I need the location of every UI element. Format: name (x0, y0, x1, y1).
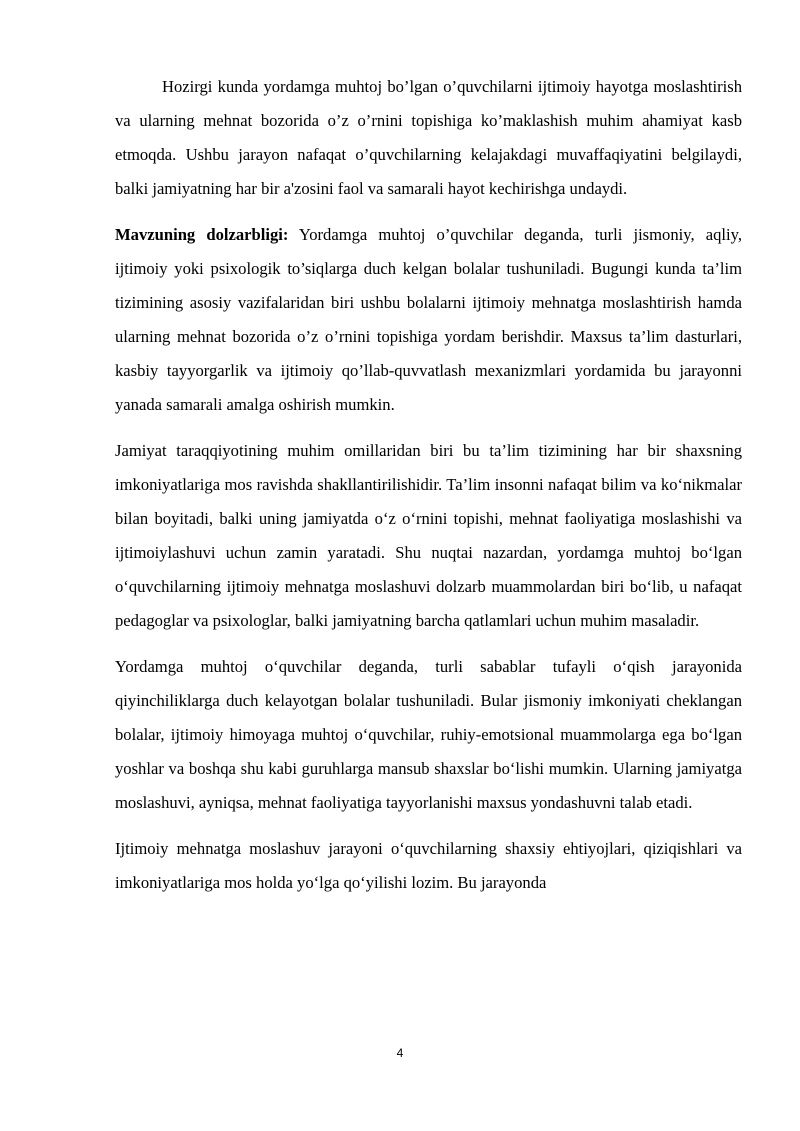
paragraph-text: Yordamga muhtoj o‘quvchilar deganda, turli sabablar tufayli o‘qish jarayonida qiyinchiliklarga duch kelayotgan bolalar tushuniladi. Bular jismoniy imkoniyati cheklangan bolalar, ijtimoiy himoyaga muhtoj o‘quvchilar, ruhiy-emotsional muammolarga ega bo‘lgan yoshlar va boshqa shu kabi guruhlarga mansub shaxslar bo‘lishi mumkin. Ularning jamiyatga moslashuvi, ayniqsa, mehnat faoliyatiga tayyorlanishi maxsus yondashuvni talab etadi. (115, 657, 742, 812)
page-number: 4 (396, 1046, 404, 1060)
paragraph-heading: Mavzuning dolzarbligi: (115, 225, 289, 244)
paragraph-text: Hozirgi kunda yordamga muhtoj bo’lgan o’quvchilarni ijtimoiy hayotga moslashtirish va ularning mehnat bozorida o’z o’rnini topishiga ko’maklashish muhim ahamiyat kasb etmoqda. Ushbu jarayon nafaqat o’quvchilarning kelajakdagi muvaffaqiyatini belgilaydi, balki jamiyatning har bir a'zosini faol va samarali hayot kechirishga undaydi. (115, 77, 742, 198)
paragraph-text: Ijtimoiy mehnatga moslashuv jarayoni o‘quvchilarning shaxsiy ehtiyojlari, qiziqishlari va imkoniyatlariga mos holda yo‘lga qo‘yilishi lozim. Bu jarayonda (115, 839, 742, 892)
paragraph-students (115, 650, 742, 820)
paragraph-text: Yordamga muhtoj o’quvchilar deganda, turli jismoniy, aqliy, ijtimoiy yoki psixologik to’siqlarga duch kelgan bolalar tushuniladi. Bugungi kunda ta’lim tizimining asosiy vazifalaridan biri ushbu bolalarni ijtimoiy mehnatga moslashtirish hamda ularning mehnat bozorida o’z o’rnini topishiga yordam berishdir. Maxsus ta’lim dasturlari, kasbiy tayyorgarlik va ijtimoiy qo’llab-quvvatlash mexanizmlari yordamida bu jarayonni yanada samarali amalga oshirish mumkin. (115, 225, 742, 414)
paragraph-text: Jamiyat taraqqiyotining muhim omillaridan biri bu ta’lim tizimining har bir shaxsning imkoniyatlariga mos ravishda shakllantirilishidir. Ta’lim insonni nafaqat bilim va ko‘nikmalar bilan boyitadi, balki uning jamiyatda o‘z o‘rnini topishi, mehnat faoliyatiga moslashishi va ijtimoiylashuvi uchun zamin yaratadi. Shu nuqtai nazardan, yordamga muhtoj bo‘lgan o‘quvchilarning ijtimoiy mehnatga moslashuvi dolzarb muammolardan biri bo‘lib, u nafaqat pedagoglar va psixologlar, balki jamiyatning barcha qatlamlari uchun muhim masaladir. (115, 441, 742, 630)
paragraph-relevance (115, 218, 742, 422)
paragraph-society (115, 434, 742, 638)
paragraph-adaptation (115, 832, 742, 900)
paragraph-intro (115, 70, 742, 206)
document-page (115, 70, 742, 912)
